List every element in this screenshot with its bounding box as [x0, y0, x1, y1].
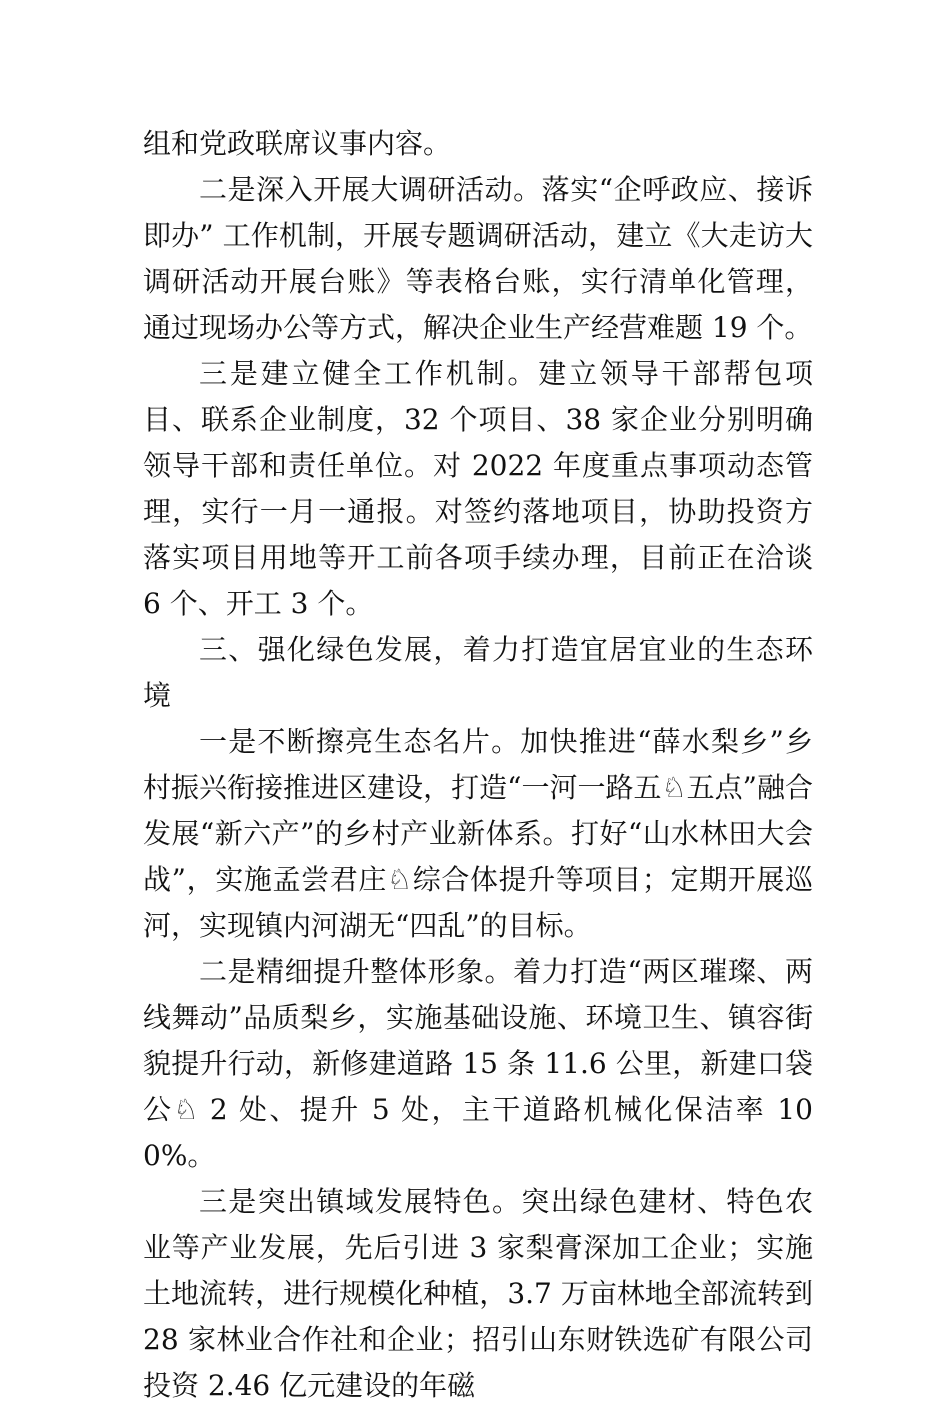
paragraph-6: 三是突出镇域发展特色。突出绿色建材、特色农业等产业发展，先后引进 3 家梨膏深加工企业；实施土地流转，进行规模化种植，3.7 万亩林地全部流转到 28 家林业合作社和企业；招引山东财铁选矿有限公司投资 2.46 亿元建设的年磁	[143, 1185, 813, 1402]
section-heading-3: 三、强化绿色发展，着力打造宜居宜业的生态环境	[143, 633, 813, 712]
paragraph-1: 组和党政联席议事内容。	[143, 127, 452, 160]
paragraph-2: 二是深入开展大调研活动。落实“企呼政应、接诉即办” 工作机制，开展专题调研活动，建立《大走访大调研活动开展台账》等表格台账，实行清单化管理，通过现场办公等方式，解决企业生产经营难题 19 个。	[143, 173, 813, 344]
paragraph-4: 一是不断擦亮生态名片。加快推进“薛水梨乡”乡村振兴衔接推进区建设，打造“一河一路五♘五点”融合发展“新六产”的乡村产业新体系。打好“山水林田大会战”，实施孟尝君庄♘综合体提升等项目；定期开展巡河，实现镇内河湖无“四乱”的目标。	[143, 725, 813, 942]
paragraph-3: 三是建立健全工作机制。建立领导干部帮包项目、联系企业制度，32 个项目、38 家企业分别明确领导干部和责任单位。对 2022 年度重点事项动态管理，实行一月一通报。对签约落地项目，协助投资方落实项目用地等开工前各项手续办理，目前正在洽谈 6 个、开工 3 个。	[143, 357, 813, 620]
document-body	[143, 121, 813, 1409]
paragraph-5: 二是精细提升整体形象。着力打造“两区璀璨、两线舞动”品质梨乡，实施基础设施、环境卫生、镇容街貌提升行动，新修建道路 15 条 11.6 公里，新建口袋公♘ 2 处、提升 5 处，主干道路机械化保洁率 100%。	[143, 955, 813, 1172]
